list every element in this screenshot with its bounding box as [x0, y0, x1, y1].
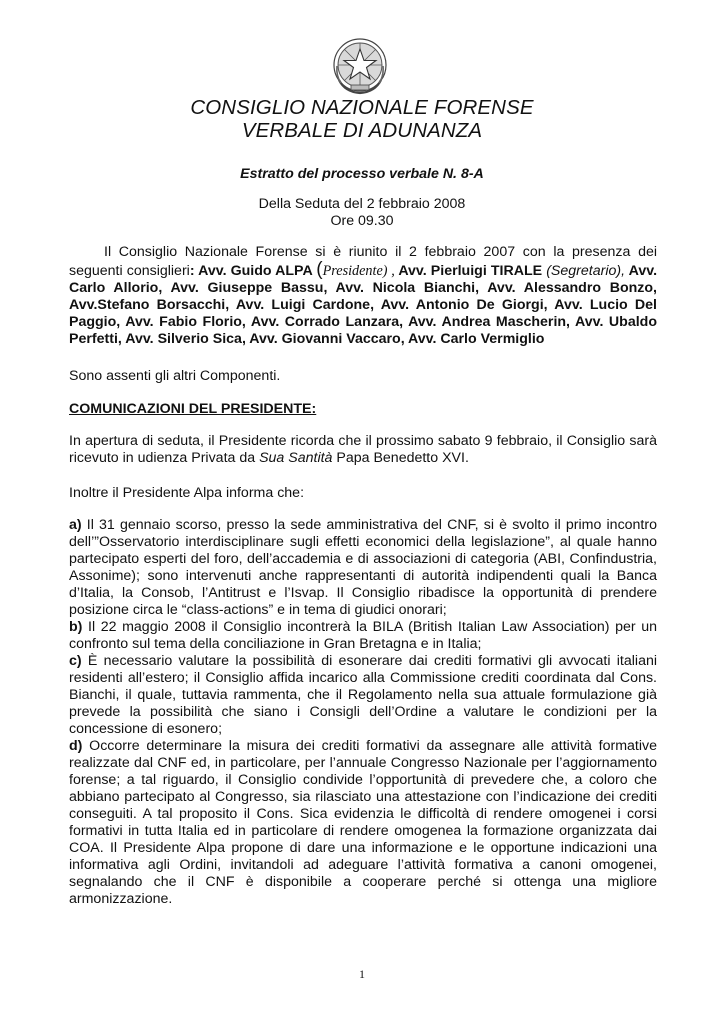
- list-item: [69, 619, 657, 653]
- minutes-title: VERBALE DI ADUNANZA: [241, 119, 483, 142]
- extract-subtitle: Estratto del processo verbale N. 8-A: [240, 166, 484, 182]
- secretary-name: Avv. Pierluigi TIRALE: [394, 263, 547, 279]
- section-heading: COMUNICAZIONI DEL PRESIDENTE:: [69, 401, 317, 417]
- session-time: Ore 09.30: [330, 213, 394, 229]
- attendance-intro: Il Consiglio Nazionale Forense si è riunito il 2 febbraio 2007 con la presenza dei seguenti consiglieri: [69, 244, 657, 279]
- opening-paragraph: [69, 433, 657, 467]
- list-item: [69, 517, 657, 619]
- council-members: Avv. Carlo Allorio, Avv. Giuseppe Bassu, Avv. Nicola Bianchi, Avv. Alessandro Bonzo, Avv.Stefano Borsacchi, Avv. Luigi Cardone, Avv. Antonio De Giorgi, Avv. Lucio Del Paggio, Avv. Fabio Florio, Avv. Corrado Lanzara, Avv. Andrea Mascherin, Avv. Ubaldo Perfetti, Avv. Silverio Sica, Avv. Giovanni Vaccaro, Avv. Carlo Vermiglio: [69, 263, 658, 347]
- item-label: c): [69, 653, 82, 669]
- item-text: Il 31 gennaio scorso, presso la sede amministrativa del CNF, si è svolto il primo incontro dell’”Osservatorio interdisciplinare sugli effetti economici della legislazione”, al quale hanno partecipato esperti del foro, dell’accademia e di associazioni di categoria (ABI, Confindustria, Assonime); sono intervenuti anche rappresentanti di autorità indipendenti quali la Banca d’Italia, la Consob, l’Antitrust e l’Isvap. Il Consiglio ribadisce la opportunità di prendere posizione circa le “class-actions” e in tema di giudici onorari;: [69, 517, 657, 618]
- item-label: d): [69, 738, 83, 754]
- list-item: [69, 738, 657, 908]
- absent-note: Sono assenti gli altri Componenti.: [69, 368, 281, 384]
- item-text: Occorre determinare la misura dei crediti formativi da assegnare alle attività formative realizzate dal CNF ed, in particolare, per l’annuale Congresso Nazionale per l’aggiornamento forense; a tal riguardo, il Consiglio condivide l’opportunità di prevedere che, a coloro che abbiano partecipato al Congresso, sia rilasciato una attestazione con l’indicazione dei crediti conseguiti. A tal proposito il Cons. Sica evidenzia le difficoltà di rendere omogenei i corsi formativi in tutta Italia ed in particolare di rendere omogenea la formazione organizzata dai COA. Il Presidente Alpa propone di dare una informazione e le opportune indicazioni una informativa agli Ordini, invitandoli ad adeguare l’attività formativa a canoni omogenei, segnalando che il CNF è disponibile a cooperare perché si ottenga una migliore armonizzazione.: [69, 738, 657, 907]
- attendance-colon: :: [189, 263, 199, 279]
- secretary-role: (Segretario),: [546, 263, 626, 279]
- attendance-paragraph: [69, 244, 657, 348]
- president-name: Avv. Guido ALPA: [198, 263, 317, 279]
- italian-republic-emblem-icon: [331, 36, 389, 96]
- council-title: CONSIGLIO NAZIONALE FORENSE: [190, 96, 534, 119]
- opening-text-after: Papa Benedetto XVI.: [332, 450, 469, 466]
- item-label: a): [69, 517, 82, 533]
- page-number: 1: [359, 967, 365, 981]
- items-list: [69, 517, 657, 908]
- item-text: Il 22 maggio 2008 il Consiglio incontrerà la BILA (British Italian Law Association) per un confronto sul tema della conciliazione in Gran Bretagna e in Italia;: [69, 619, 657, 652]
- inform-line: Inoltre il Presidente Alpa informa che:: [69, 485, 305, 501]
- opening-text-italic: Sua Santità: [259, 450, 333, 466]
- item-label: b): [69, 619, 83, 635]
- opening-text-before: In apertura di seduta, il Presidente ricorda che il prossimo sabato 9 febbraio, il Consiglio sarà ricevuto in udienza Privata da: [69, 433, 657, 466]
- president-paren: (: [316, 259, 323, 280]
- session-date: Della Seduta del 2 febbraio 2008: [258, 196, 466, 212]
- list-item: [69, 653, 657, 738]
- item-text: È necessario valutare la possibilità di esonerare dai crediti formativi gli avvocati italiani residenti all’estero; il Consiglio affida incarico alla Commissione crediti coordinata dal Cons. Bianchi, il quale, tuttavia rammenta, che il Regolamento nella sua attuale formulazione già prevede la possibilità che siano i Consigli dell’Ordine a valutare le condizioni per la concessione di esonero;: [69, 653, 657, 737]
- president-role: Presidente) ,: [322, 263, 395, 279]
